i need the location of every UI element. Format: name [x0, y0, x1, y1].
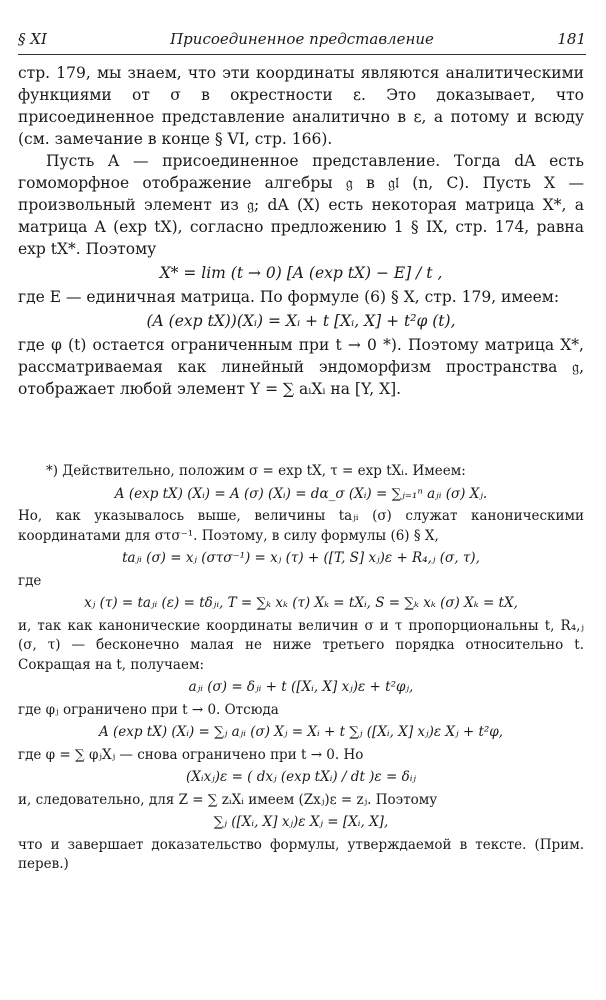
footnote-text: и, так как канонические координаты величин σ и τ пропорциональны t, R₄,ⱼ (σ, τ) — бесконечно малая не ниже третьего порядка относительно t. Сокращая на t, получаем:: [18, 617, 584, 673]
footnote-formula: ∑ⱼ ([Xᵢ, X] xⱼ)ε Xⱼ = [Xᵢ, X],: [213, 814, 389, 830]
running-title: Присоединенное представление: [170, 30, 434, 48]
footnote-text: что и завершает доказательство формулы, утверждаемой в тексте. (Прим. перев.): [18, 836, 584, 872]
paragraph: Пусть A — присоединенное представление. Тогда dA есть гомоморфное отображение алгебры 𝔤 в 𝔤𝔩 (n, C). Пусть X — произвольный элемент из 𝔤; dA (X) есть некоторая матрица X*, а матрица A (exp tX), согласно предложению 1 § IX, стр. 174, равна exp tX*. Поэтому: [18, 152, 584, 258]
footnote-text: *) Действительно, положим σ = exp tX, τ = exp tXᵢ. Имеем:: [46, 463, 466, 479]
footnote-formula: A (exp tX) (Xᵢ) = ∑ⱼ aⱼᵢ (σ) Xⱼ = Xᵢ + t ∑ⱼ ([Xᵢ, X] xⱼ)ε Xⱼ + t²φ,: [98, 724, 504, 740]
footnote-text: где φ = ∑ φⱼXⱼ — снова ограничено при t → 0. Но: [18, 746, 364, 763]
footnote-formula: taⱼᵢ (σ) = xⱼ (στσ⁻¹) = xⱼ (τ) + ([T, S] xⱼ)ε + R₄,ⱼ (σ, τ),: [122, 550, 480, 566]
page-number: 181: [557, 30, 586, 48]
header-rule: [18, 54, 586, 55]
footnote-formula: (Xᵢxⱼ)ε = ( dxⱼ (exp tXᵢ) / dt )ε = δᵢⱼ: [186, 769, 416, 785]
paragraph: стр. 179, мы знаем, что эти координаты являются аналитическими функциями от σ в окрестности ε. Это доказывает, что присоединенное представление аналитично в ε, а потому и всюду (см. замечание в конце § VI, стр. 166).: [18, 64, 584, 148]
main-text: [18, 62, 584, 400]
formula: X* = lim (t → 0) [A (exp tX) − E] / t ,: [159, 264, 443, 282]
footnote-formula: A (exp tX) (Xᵢ) = A (σ) (Xᵢ) = dα_σ (Xᵢ) = ∑ⱼ₌₁ⁿ aⱼᵢ (σ) Xⱼ.: [114, 485, 488, 502]
footnote-text: и, следовательно, для Z = ∑ zᵢXᵢ имеем (Zxⱼ)ε = zⱼ. Поэтому: [18, 791, 438, 808]
section-number: § XI: [18, 30, 47, 48]
footnote-formula: aⱼᵢ (σ) = δⱼᵢ + t ([Xᵢ, X] xⱼ)ε + t²φⱼ,: [188, 679, 414, 695]
footnote-text: где φⱼ ограничено при t → 0. Отсюда: [18, 701, 279, 718]
running-header: [18, 30, 586, 52]
footnote: [18, 462, 584, 875]
footnote-text: где: [18, 572, 42, 589]
paragraph: где E — единичная матрица. По формуле (6) § X, стр. 179, имеем:: [18, 288, 560, 306]
paragraph: где φ (t) остается ограниченным при t → 0 *). Поэтому матрица X*, рассматриваемая как линейный эндоморфизм пространства 𝔤, отображает любой элемент Y = ∑ aᵢXᵢ на [Y, X].: [18, 336, 584, 398]
footnote-formula: xⱼ (τ) = taⱼᵢ (ε) = tδⱼᵢ, T = ∑ₖ xₖ (τ) Xₖ = tXᵢ, S = ∑ₖ xₖ (σ) Xₖ = tX,: [84, 595, 518, 611]
formula: (A (exp tX))(Xᵢ) = Xᵢ + t [Xᵢ, X] + t²φ (t),: [146, 312, 456, 330]
footnote-text: Но, как указывалось выше, величины taⱼᵢ (σ) служат каноническими координатами для στσ⁻¹. Поэтому, в силу формулы (6) § X,: [18, 508, 584, 544]
